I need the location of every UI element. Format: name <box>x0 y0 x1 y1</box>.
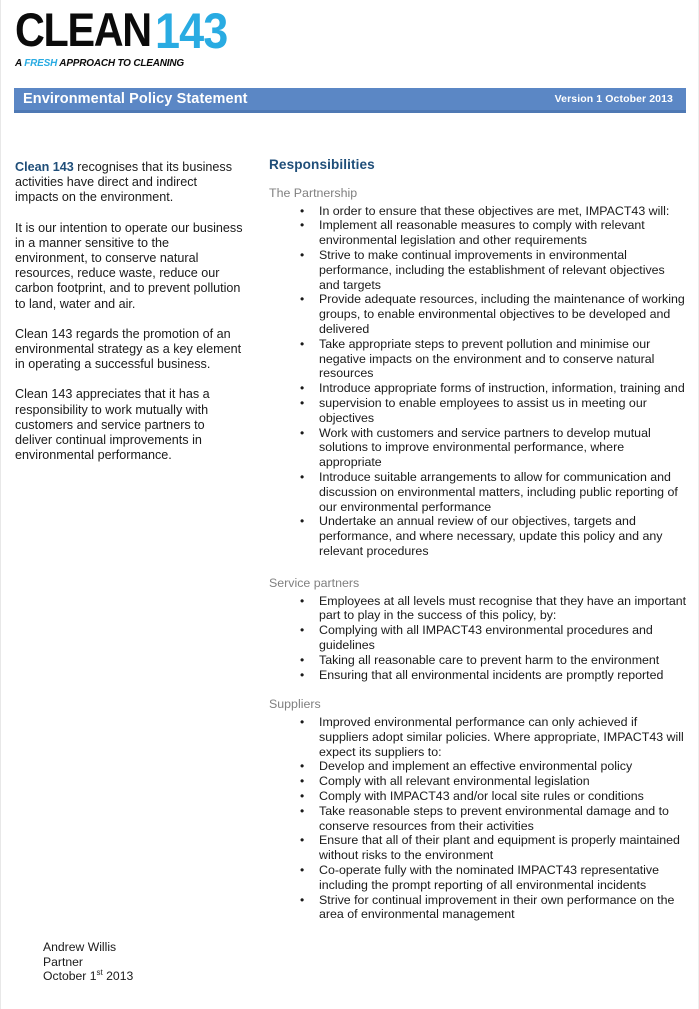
left-text-column <box>15 160 243 478</box>
list-item: • Complying with all IMPACT43 environmental procedures and guidelines <box>269 623 687 653</box>
intro-paragraph-2: It is our intention to operate our business in a manner sensitive to the environment, to conserve natural resources, reduce waste, reduce our carbon footprint, and to prevent pollution to land, water and air. <box>15 220 243 311</box>
list-item: • Ensuring that all environmental incidents are promptly reported <box>269 668 687 683</box>
section-label-suppliers: Suppliers <box>269 697 321 712</box>
bullet-list-suppliers <box>269 715 687 922</box>
logo-text-clean: CLEAN <box>15 3 151 56</box>
logo-text-143: 143 <box>155 3 228 59</box>
list-item: • Provide adequate resources, including the maintenance of working groups, to enable environmental objectives to be developed and delivered <box>269 292 687 336</box>
signature-date <box>43 969 133 984</box>
signature-date-suffix: 2013 <box>102 969 134 984</box>
company-logo <box>15 3 245 72</box>
list-item: • Introduce suitable arrangements to allow for communication and discussion on environmental matters, including public reporting of our environmental performance <box>269 470 687 514</box>
signature-block <box>43 940 133 984</box>
list-item: • Take reasonable steps to prevent environmental damage and to conserve resources from their activities <box>269 804 687 834</box>
list-item: • Take appropriate steps to prevent pollution and minimise our negative impacts on the environment and to conserve natural resources <box>269 337 687 381</box>
right-content-column <box>269 158 687 922</box>
logo-tagline-highlight: FRESH <box>24 57 58 69</box>
bullet-list-service-partners <box>269 594 687 683</box>
list-item: • Ensure that all of their plant and equipment is properly maintained without risks to the environment <box>269 833 687 863</box>
list-item: • Co-operate fully with the nominated IMPACT43 representative including the prompt reporting of all environmental incidents <box>269 863 687 893</box>
list-item: • Comply with all relevant environmental legislation <box>269 774 687 789</box>
signature-date-prefix: October 1 <box>43 969 97 984</box>
brand-name-highlight: Clean 143 <box>15 160 74 174</box>
list-item: • Introduce appropriate forms of instruction, information, training and <box>269 381 687 396</box>
logo-wordmark <box>15 3 245 59</box>
responsibilities-heading: Responsibilities <box>269 157 375 172</box>
bullet-list-the-partnership <box>269 204 687 559</box>
list-item: • Implement all reasonable measures to comply with relevant environmental legislation and other requirements <box>269 218 687 248</box>
list-item: • Strive for continual improvement in their own performance on the area of environmental management <box>269 893 687 923</box>
list-item: • In order to ensure that these objectives are met, IMPACT43 will: <box>269 204 687 219</box>
list-item: • Comply with IMPACT43 and/or local site rules or conditions <box>269 789 687 804</box>
signatory-name: Andrew Willis <box>43 940 117 954</box>
list-item: • Improved environmental performance can only achieved if suppliers adopt similar policies. Where appropriate, IMPACT43 will expect its suppliers to: <box>269 715 687 759</box>
list-item: • Employees at all levels must recognise that they have an important part to play in the success of this policy, by: <box>269 594 687 624</box>
list-item: • supervision to enable employees to assist us in meeting our objectives <box>269 396 687 426</box>
signatory-role: Partner <box>43 954 83 969</box>
banner-version: Version 1 October 2013 <box>554 93 673 105</box>
logo-tagline <box>15 57 234 69</box>
logo-tagline-prefix: A <box>15 57 25 69</box>
banner-title: Environmental Policy Statement <box>23 91 248 107</box>
signature-date-ordinal: st <box>96 968 103 978</box>
list-item: • Taking all reasonable care to prevent harm to the environment <box>269 653 687 668</box>
list-item: • Strive to make continual improvements in environmental performance, including the establishment of relevant objectives and targets <box>269 248 687 292</box>
intro-paragraph-1-rest: recognises that its business activities have direct and indirect impacts on the environment. <box>15 160 233 205</box>
intro-paragraph-3: Clean 143 regards the promotion of an environmental strategy as a key element in operating a successful business. <box>15 326 242 372</box>
intro-paragraph-4: Clean 143 appreciates that it has a responsibility to work mutually with customers and service partners to deliver continual improvements in environmental performance. <box>15 387 210 463</box>
intro-paragraph-1 <box>15 160 243 206</box>
section-label-service-partners: Service partners <box>269 575 360 590</box>
document-title-banner <box>14 88 686 113</box>
section-label-the-partnership: The Partnership <box>269 185 358 200</box>
logo-tagline-suffix: APPROACH TO CLEANING <box>57 57 184 69</box>
list-item: • Undertake an annual review of our objectives, targets and performance, and where necessary, update this policy and any relevant procedures <box>269 514 687 558</box>
list-item: • Develop and implement an effective environmental policy <box>269 759 687 774</box>
list-item: • Work with customers and service partners to develop mutual solutions to improve environmental performance, where appropriate <box>269 426 687 470</box>
